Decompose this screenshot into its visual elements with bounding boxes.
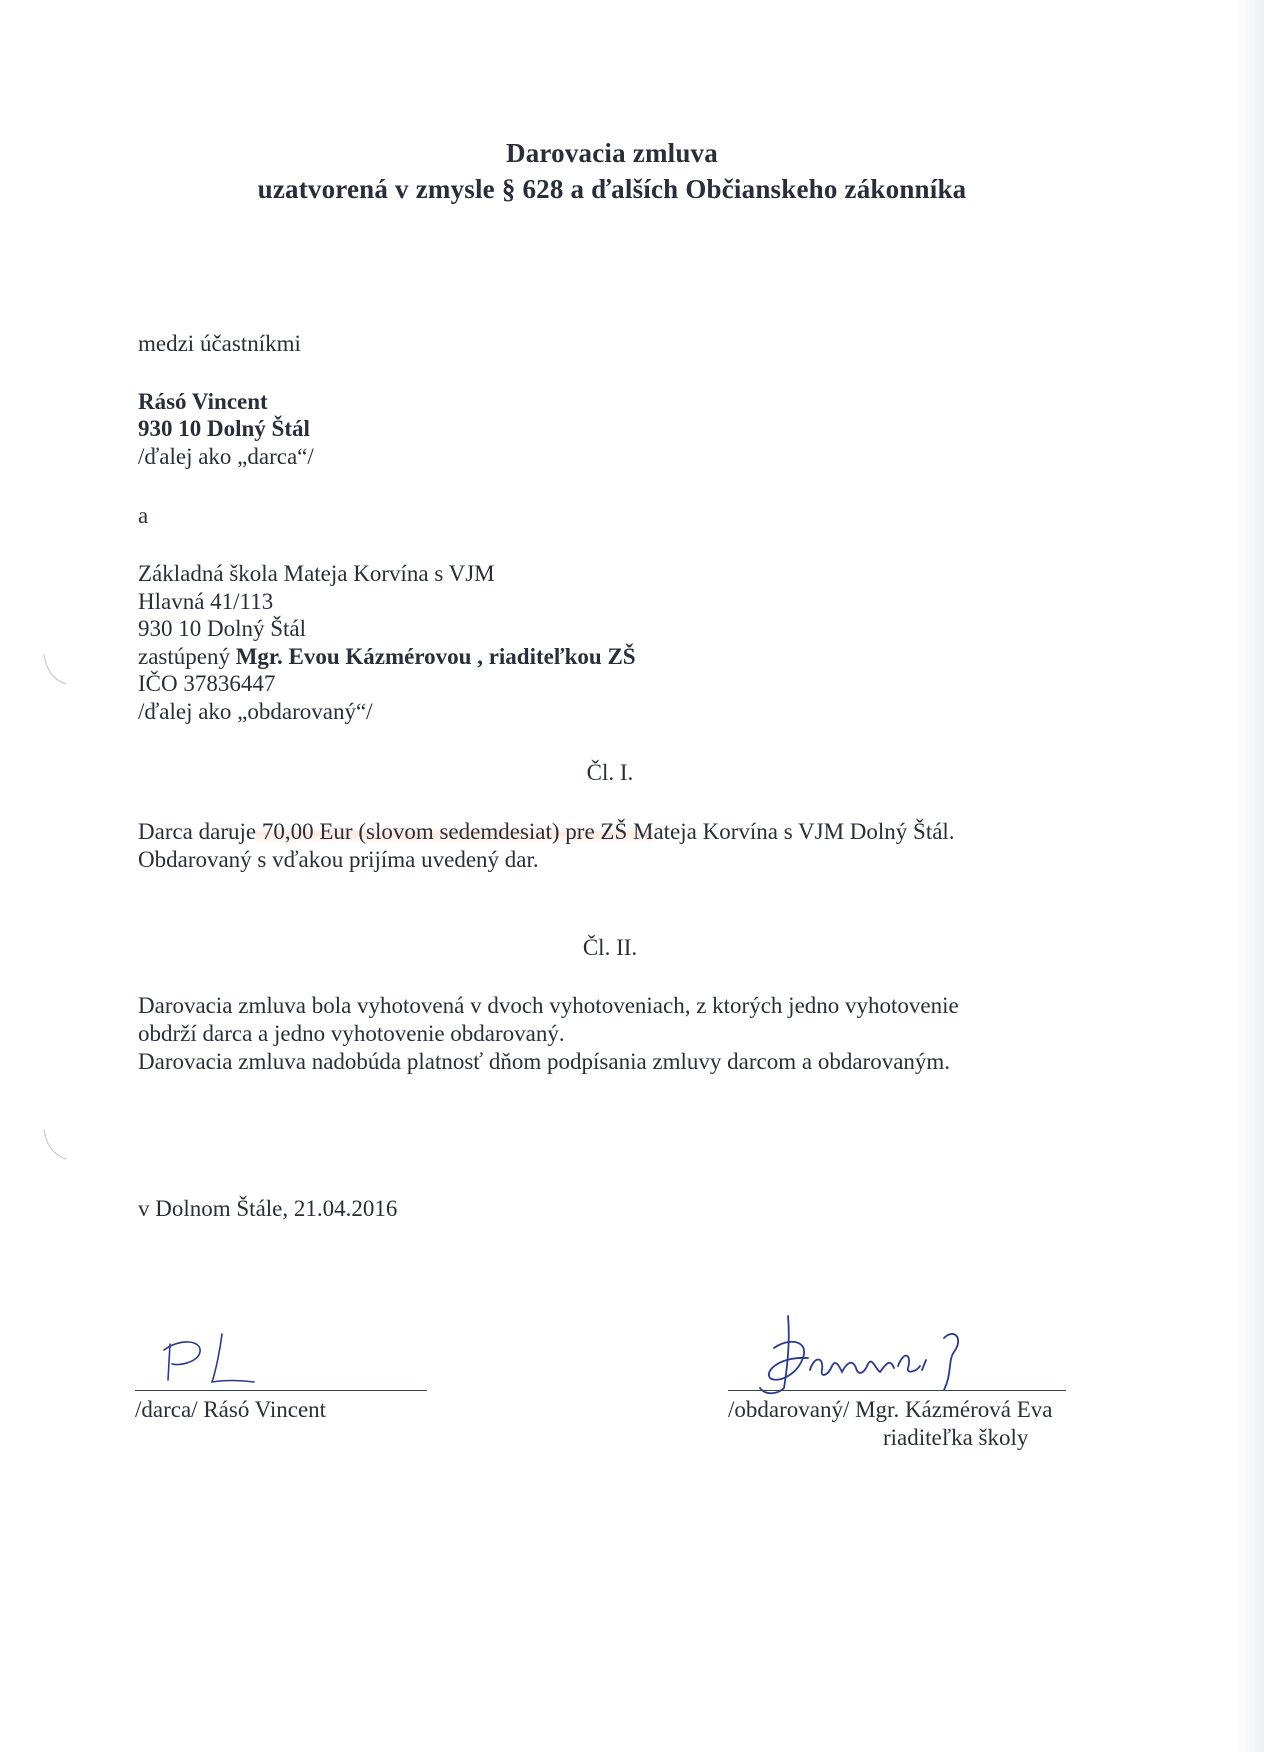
gift-amount-highlight: 70,00 Eur (slovom sedemdesiat) pre ZŠ M xyxy=(256,819,654,844)
scan-mark xyxy=(40,650,70,690)
recipient-name: Základná škola Mateja Korvína s VJM xyxy=(138,561,495,586)
donor-role: /ďalej ako „darca“/ xyxy=(138,444,314,469)
document-subtitle: uzatvorená v zmysle § 628 a ďalších Občianskeho zákonníka xyxy=(257,174,967,204)
recipient-title: riaditeľka školy xyxy=(883,1425,1029,1450)
scan-edge-shadow xyxy=(1236,0,1264,1752)
recipient-street: Hlavná 41/113 xyxy=(138,589,274,614)
represented-by: Mgr. Evou Kázmérovou , riaditeľkou ZŠ xyxy=(235,644,636,669)
recipient-role: /ďalej ako „obdarovaný“/ xyxy=(138,699,373,724)
represented-prefix: zastúpený xyxy=(138,644,236,669)
article-2-line-3: Darovacia zmluva nadobúda platnosť dňom podpísania zmluvy darcom a obdarovaným. xyxy=(138,1049,951,1074)
donor-name: Rásó Vincent xyxy=(138,389,268,414)
donor-caption: /darca/ Rásó Vincent xyxy=(135,1397,327,1422)
article-2-line-1: Darovacia zmluva bola vyhotovená v dvoch vyhotoveniach, z ktorých jedno vyhotovenie xyxy=(138,993,959,1018)
article-1-heading: Čl. I. xyxy=(586,760,634,785)
article-1-line-2: Obdarovaný s vďakou prijíma uvedený dar. xyxy=(138,847,539,872)
scan-mark xyxy=(40,1125,70,1165)
gift-text-suffix: ateja Korvína s VJM Dolný Štál. xyxy=(653,819,955,844)
article-2-line-2: obdrží darca a jedno vyhotovenie obdarovaný. xyxy=(138,1021,565,1046)
article-1-line-1 xyxy=(138,818,955,846)
between-parties-text: medzi účastníkmi xyxy=(138,331,301,356)
recipient-signature xyxy=(748,1308,978,1403)
donor-signature-line xyxy=(135,1390,427,1391)
conjunction-text: a xyxy=(138,503,149,528)
recipient-ico: IČO 37836447 xyxy=(138,671,276,696)
donor-address: 930 10 Dolný Štál xyxy=(138,416,310,441)
donor-signature xyxy=(150,1330,280,1390)
recipient-caption: /obdarovaný/ Mgr. Kázmérová Eva xyxy=(728,1397,1053,1422)
gift-text-prefix: Darca daruje xyxy=(138,819,257,844)
recipient-signature-line xyxy=(728,1390,1066,1391)
place-and-date: v Dolnom Štále, 21.04.2016 xyxy=(138,1196,398,1221)
recipient-city: 930 10 Dolný Štál xyxy=(138,616,307,641)
document-title: Darovacia zmluva xyxy=(506,138,718,168)
recipient-representative xyxy=(138,643,636,671)
article-2-heading: Čl. II. xyxy=(582,935,638,960)
